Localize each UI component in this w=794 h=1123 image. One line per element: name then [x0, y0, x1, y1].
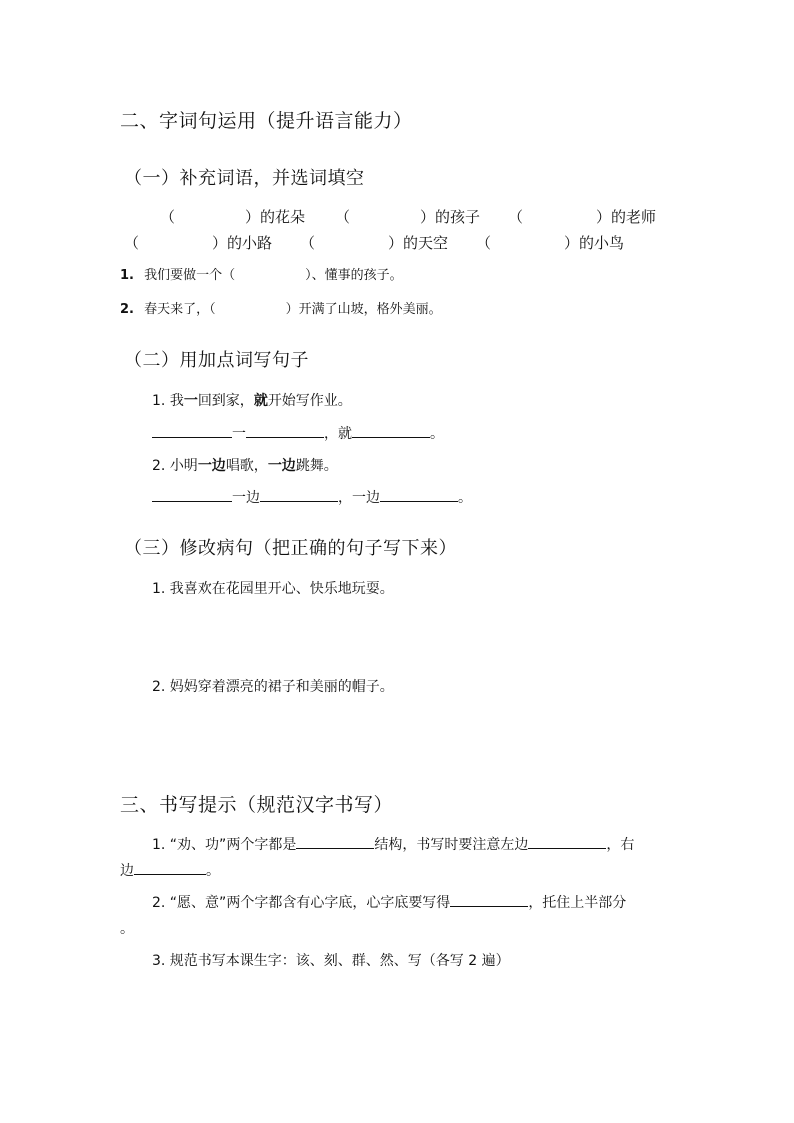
q-text: 跳舞。	[295, 458, 338, 474]
blank-open: （	[300, 234, 316, 252]
writing-q1-line1	[152, 834, 634, 854]
answer-word: ，一边	[338, 490, 380, 506]
part-title-3: （三）修改病句（把正确的句子写下来）	[124, 538, 457, 559]
q-number: 2.	[152, 458, 166, 474]
sentence-q2	[152, 455, 338, 475]
blank-open: （	[508, 208, 524, 226]
writing-q2-line1	[152, 892, 626, 912]
q-number: 1.	[152, 393, 166, 409]
answer-blank[interactable]	[152, 487, 232, 502]
answer-line-q2	[152, 487, 472, 507]
part-title-2: （二）用加点词写句子	[124, 350, 309, 371]
q-text: ，右	[606, 837, 635, 853]
blank-open: （	[335, 208, 351, 226]
section-title-3: 三、书写提示（规范汉字书写）	[120, 794, 394, 816]
q-text: 边	[120, 863, 134, 879]
dotted-word: 就	[253, 393, 268, 409]
phrase-xiaolu: ）的小路	[212, 234, 273, 252]
writing-q1-line2	[120, 860, 220, 880]
q-text: 我们要做一个（	[144, 268, 236, 283]
answer-blank[interactable]	[352, 423, 430, 438]
q-text: 2. “愿、意”两个字都含有心字底，心字底要写得	[152, 895, 451, 911]
q-number: 1.	[120, 268, 134, 283]
q-text: ，托住上半部分	[528, 895, 627, 911]
sick-sentence-q2: 2. 妈妈穿着漂亮的裙子和美丽的帽子。	[152, 679, 394, 695]
phrase-tiankong: ）的天空	[388, 234, 449, 252]
part-title-1: （一）补充词语，并选词填空	[124, 168, 365, 189]
q-text: 结构，书写时要注意左边	[374, 837, 529, 853]
answer-blank[interactable]	[260, 487, 338, 502]
answer-blank[interactable]	[450, 892, 528, 907]
blank-open: （	[124, 234, 140, 252]
answer-blank[interactable]	[296, 834, 374, 849]
blank-open: （	[160, 208, 176, 226]
answer-blank[interactable]	[152, 423, 232, 438]
q-text: 。	[206, 863, 220, 879]
q-text: 春天来了，（	[144, 302, 216, 317]
q-text: 唱歌，	[225, 458, 268, 474]
fill-q1	[120, 264, 403, 283]
phrase-laoshi: ）的老师	[596, 208, 657, 226]
answer-blank[interactable]	[134, 860, 206, 875]
section-title-2: 二、字词句运用（提升语言能力）	[120, 110, 413, 132]
writing-q3: 3. 规范书写本课生字：该、刻、群、然、写（各写 2 遍）	[152, 953, 510, 969]
answer-word: 一边	[232, 490, 260, 506]
answer-blank[interactable]	[246, 423, 324, 438]
answer-word: 一	[232, 426, 246, 442]
q-text: 开始写作业。	[267, 393, 352, 409]
writing-q2-line2: 。	[120, 921, 134, 937]
q-text: 小明	[169, 458, 198, 474]
sentence-q1	[152, 390, 352, 410]
answer-blank[interactable]	[528, 834, 606, 849]
q-text: 1. “劝、功”两个字都是	[152, 837, 297, 853]
q-text: ）开满了山坡，格外美丽。	[285, 302, 442, 317]
blank-open: （	[476, 234, 492, 252]
dotted-word: 一	[183, 393, 198, 409]
dotted-word: 一边	[197, 458, 226, 474]
phrase-huaduo: ）的花朵	[245, 208, 306, 226]
answer-end: 。	[458, 490, 472, 506]
answer-end: 。	[430, 426, 444, 442]
dotted-word: 一边	[267, 458, 296, 474]
phrase-xiaoniao: ）的小鸟	[564, 234, 625, 252]
q-text: 回到家，	[197, 393, 254, 409]
answer-blank[interactable]	[380, 487, 458, 502]
q-text: ）、懂事的孩子。	[305, 268, 403, 283]
answer-line-q1	[152, 423, 444, 443]
q-number: 2.	[120, 302, 134, 317]
sick-sentence-q1: 1. 我喜欢在花园里开心、快乐地玩耍。	[152, 581, 394, 597]
phrase-haizi: ）的孩子	[420, 208, 481, 226]
answer-word: ，就	[324, 426, 352, 442]
q-text: 我	[169, 393, 184, 409]
fill-q2	[120, 298, 442, 317]
